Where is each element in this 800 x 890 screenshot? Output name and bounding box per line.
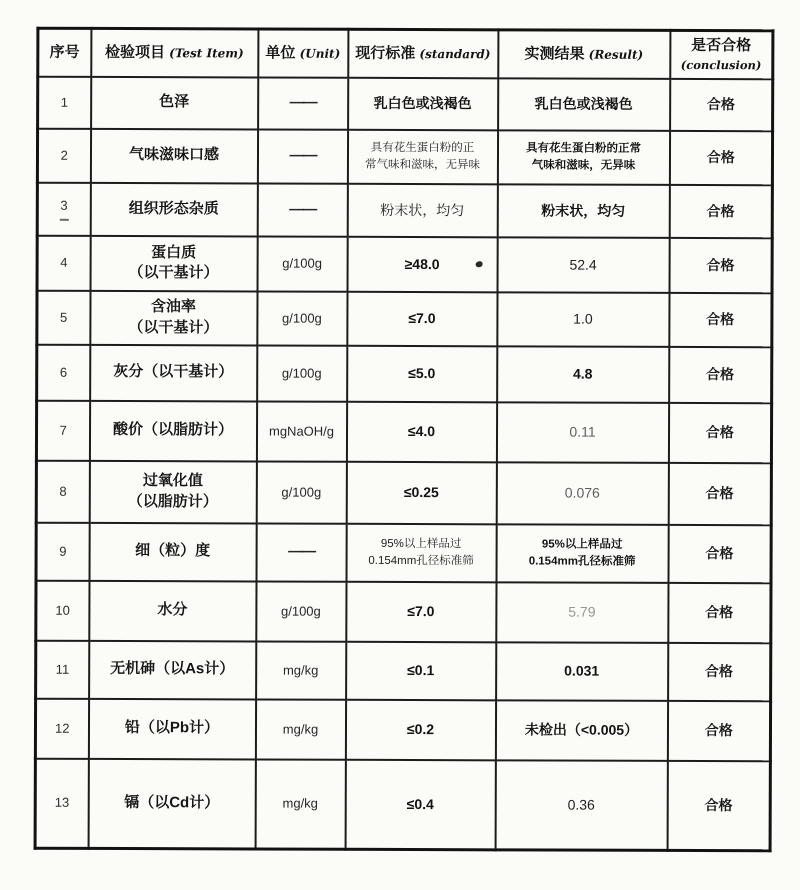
item-cell: 灰分（以干基计） xyxy=(90,344,257,401)
table-row xyxy=(37,182,772,238)
no-cell: 7 xyxy=(36,400,89,460)
header-standard-en: (standard) xyxy=(419,46,491,61)
table-row xyxy=(37,128,772,185)
conclusion-cell: 合格 xyxy=(668,642,771,700)
header-conclusion xyxy=(670,30,773,78)
no-cell: 4 xyxy=(37,235,90,290)
standard-cell: ≤7.0 xyxy=(346,581,496,642)
unit-cell: g/100g xyxy=(256,461,346,523)
item-cell: 气味滋味口感 xyxy=(90,128,257,183)
no-text: 3 xyxy=(60,197,68,213)
header-result xyxy=(498,30,670,79)
item-cell: 蛋白质 （以干基计） xyxy=(90,235,257,291)
inspection-results-table xyxy=(34,27,775,853)
conclusion-cell: 合格 xyxy=(669,130,772,184)
header-result-zh: 实测结果 xyxy=(524,45,585,63)
header-unit-en: (Unit) xyxy=(299,46,341,61)
result-cell: 0.076 xyxy=(496,462,668,525)
conclusion-cell: 合格 xyxy=(669,237,772,292)
standard-cell: ≤4.0 xyxy=(346,401,496,462)
unit-cell: —— xyxy=(258,77,348,129)
table-row xyxy=(37,290,772,347)
header-no xyxy=(38,28,91,76)
no-cell: 13 xyxy=(35,758,88,848)
table-row xyxy=(36,522,771,583)
result-cell: 1.0 xyxy=(497,292,669,347)
result-cell: 粉末状，均匀 xyxy=(497,184,669,238)
standard-text: ≥48.0 xyxy=(404,255,440,272)
standard-cell: 具有花生蛋白粉的正 常气味和滋味，无异味 xyxy=(347,129,497,184)
no-cell: 11 xyxy=(36,640,89,698)
ink-speck xyxy=(475,261,482,267)
header-unit xyxy=(258,29,348,77)
unit-cell: —— xyxy=(257,183,347,236)
no-cell: 12 xyxy=(35,698,88,758)
header-item xyxy=(91,28,258,77)
header-item-zh: 检验项目 xyxy=(104,43,166,61)
unit-cell: g/100g xyxy=(257,345,347,401)
no-cell: 8 xyxy=(36,460,89,522)
standard-cell: ≤0.25 xyxy=(346,461,496,524)
item-cell: 铅（以Pb计） xyxy=(88,698,255,759)
header-standard-zh: 现行标准 xyxy=(355,44,416,62)
result-cell: 乳白色或浅褐色 xyxy=(498,78,670,131)
conclusion-cell: 合格 xyxy=(669,292,772,346)
item-cell: 组织形态杂质 xyxy=(90,182,257,236)
standard-cell: ≤0.4 xyxy=(345,759,495,850)
standard-cell: ≤0.1 xyxy=(346,641,496,700)
item-cell: 水分 xyxy=(89,580,256,641)
no-cell: 6 xyxy=(37,344,90,400)
table-row xyxy=(36,400,771,463)
table-row xyxy=(37,235,772,293)
result-cell: 0.11 xyxy=(496,402,668,463)
standard-cell: 95%以上样品过 0.154mm孔径标准筛 xyxy=(346,523,496,582)
unit-cell: mg/kg xyxy=(256,641,346,699)
header-result-en: (Result) xyxy=(588,47,644,62)
item-cell: 酸价（以脂肪计） xyxy=(89,400,256,461)
no-cell: 10 xyxy=(36,580,89,640)
standard-cell: ≤5.0 xyxy=(347,345,497,402)
conclusion-cell: 合格 xyxy=(668,582,771,642)
conclusion-cell: 合格 xyxy=(668,402,771,462)
item-cell: 细（粒）度 xyxy=(89,522,256,581)
table-header-row xyxy=(38,28,773,79)
result-cell: 具有花生蛋白粉的正常 气味和滋味，无异味 xyxy=(497,130,669,185)
unit-cell: g/100g xyxy=(256,581,346,641)
table-row xyxy=(37,344,772,403)
header-conclusion-en: (conclusion) xyxy=(680,58,762,73)
table-row xyxy=(38,76,773,131)
result-cell: 未检出（<0.005） xyxy=(495,700,667,761)
unit-cell: g/100g xyxy=(257,236,347,291)
conclusion-cell: 合格 xyxy=(669,184,772,237)
standard-cell: ≤0.2 xyxy=(345,699,495,760)
unit-cell: —— xyxy=(257,129,347,183)
no-cell: 2 xyxy=(37,128,90,182)
conclusion-cell: 合格 xyxy=(668,524,771,582)
standard-cell: ≤7.0 xyxy=(347,291,497,346)
scan-mark xyxy=(60,219,69,221)
header-item-en: (Test Item) xyxy=(169,45,244,61)
conclusion-cell: 合格 xyxy=(670,78,773,130)
conclusion-cell: 合格 xyxy=(668,462,771,524)
table-row xyxy=(35,758,770,851)
item-cell: 色泽 xyxy=(91,76,258,129)
result-cell: 4.8 xyxy=(497,346,669,403)
no-cell: 5 xyxy=(37,290,90,344)
unit-cell: mgNaOH/g xyxy=(256,401,346,461)
standard-cell: 乳白色或浅褐色 xyxy=(348,77,498,130)
unit-cell: g/100g xyxy=(257,291,347,345)
item-cell: 无机砷（以As计） xyxy=(89,640,256,699)
standard-cell: 粉末状，均匀 xyxy=(347,183,497,237)
standard-cell xyxy=(347,236,497,292)
item-cell: 镉（以Cd计） xyxy=(88,758,255,849)
unit-cell: mg/kg xyxy=(255,699,345,759)
item-cell: 过氧化值 （以脂肪计） xyxy=(89,460,256,523)
conclusion-cell: 合格 xyxy=(669,346,772,402)
header-standard xyxy=(348,29,498,78)
result-cell: 95%以上样品过 0.154mm孔径标准筛 xyxy=(496,524,668,583)
unit-cell: —— xyxy=(256,523,346,581)
unit-cell: mg/kg xyxy=(255,759,345,849)
table-row xyxy=(35,698,770,761)
result-cell: 5.79 xyxy=(496,582,668,643)
header-conclusion-zh: 是否合格 xyxy=(691,36,752,55)
table-row xyxy=(36,460,771,525)
header-unit-zh: 单位 xyxy=(265,44,296,62)
header-no-zh: 序号 xyxy=(49,43,80,61)
result-cell: 0.031 xyxy=(496,642,668,701)
no-cell xyxy=(37,182,90,235)
no-cell: 1 xyxy=(38,76,91,128)
result-cell: 0.36 xyxy=(495,760,667,851)
result-cell: 52.4 xyxy=(497,237,669,293)
item-cell: 含油率 （以干基计） xyxy=(90,290,257,345)
no-cell: 9 xyxy=(36,522,89,580)
conclusion-cell: 合格 xyxy=(667,700,770,760)
table-row xyxy=(36,580,771,643)
table-row xyxy=(36,640,771,701)
conclusion-cell: 合格 xyxy=(667,760,770,850)
